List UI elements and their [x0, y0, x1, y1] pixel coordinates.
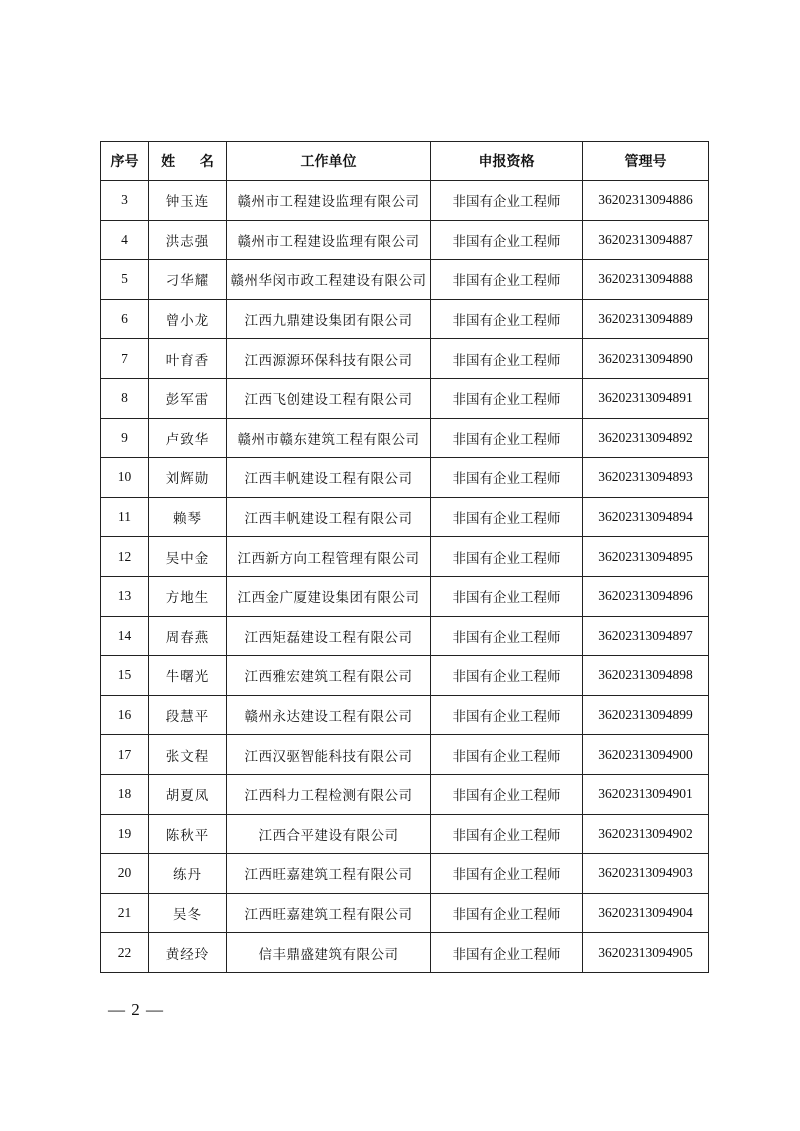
- header-management-number: 管理号: [583, 142, 709, 181]
- qualification-cell: 非国有企业工程师: [431, 418, 583, 458]
- table-row: [101, 378, 709, 418]
- employer-cell: 江西科力工程检测有限公司: [227, 774, 431, 814]
- serial-cell: 15: [101, 656, 149, 696]
- employer-cell: 信丰鼎盛建筑有限公司: [227, 933, 431, 973]
- management-number-cell: 36202313094895: [583, 537, 709, 577]
- name-cell: 吴中金: [149, 537, 227, 577]
- serial-cell: 18: [101, 774, 149, 814]
- management-number-cell: 36202313094904: [583, 893, 709, 933]
- employer-cell: 江西九鼎建设集团有限公司: [227, 299, 431, 339]
- management-number-cell: 36202313094898: [583, 656, 709, 696]
- qualification-cell: 非国有企业工程师: [431, 497, 583, 537]
- table-row: [101, 695, 709, 735]
- management-number-cell: 36202313094892: [583, 418, 709, 458]
- qualification-cell: 非国有企业工程师: [431, 378, 583, 418]
- employer-cell: 赣州市赣东建筑工程有限公司: [227, 418, 431, 458]
- serial-cell: 6: [101, 299, 149, 339]
- header-name: 姓 名: [149, 142, 227, 181]
- name-cell: 曾小龙: [149, 299, 227, 339]
- name-cell: 胡夏凤: [149, 774, 227, 814]
- table-row: [101, 458, 709, 498]
- name-cell: 赖琴: [149, 497, 227, 537]
- page-number: — 2 —: [108, 1000, 164, 1019]
- serial-cell: 7: [101, 339, 149, 379]
- qualification-cell: 非国有企业工程师: [431, 695, 583, 735]
- name-cell: 牛曙光: [149, 656, 227, 696]
- employer-cell: 江西雅宏建筑工程有限公司: [227, 656, 431, 696]
- table-row: [101, 418, 709, 458]
- management-number-cell: 36202313094899: [583, 695, 709, 735]
- employer-cell: 江西飞创建设工程有限公司: [227, 378, 431, 418]
- serial-cell: 11: [101, 497, 149, 537]
- management-number-cell: 36202313094890: [583, 339, 709, 379]
- table-row: [101, 260, 709, 300]
- serial-cell: 21: [101, 893, 149, 933]
- table-row: [101, 893, 709, 933]
- table-row: [101, 735, 709, 775]
- management-number-cell: 36202313094887: [583, 220, 709, 260]
- serial-cell: 19: [101, 814, 149, 854]
- management-number-cell: 36202313094901: [583, 774, 709, 814]
- header-qualification: 申报资格: [431, 142, 583, 181]
- qualification-cell: 非国有企业工程师: [431, 537, 583, 577]
- employer-cell: 赣州永达建设工程有限公司: [227, 695, 431, 735]
- qualification-cell: 非国有企业工程师: [431, 656, 583, 696]
- qualification-cell: 非国有企业工程师: [431, 181, 583, 221]
- management-number-cell: 36202313094894: [583, 497, 709, 537]
- qualification-cell: 非国有企业工程师: [431, 774, 583, 814]
- employer-cell: 赣州华闵市政工程建设有限公司: [227, 260, 431, 300]
- table-row: [101, 299, 709, 339]
- name-cell: 方地生: [149, 576, 227, 616]
- serial-cell: 9: [101, 418, 149, 458]
- employer-cell: 江西矩磊建设工程有限公司: [227, 616, 431, 656]
- employer-cell: 江西丰帆建设工程有限公司: [227, 497, 431, 537]
- table-row: [101, 814, 709, 854]
- employer-cell: 赣州市工程建设监理有限公司: [227, 220, 431, 260]
- serial-cell: 20: [101, 854, 149, 894]
- name-cell: 卢致华: [149, 418, 227, 458]
- name-cell: 洪志强: [149, 220, 227, 260]
- management-number-cell: 36202313094900: [583, 735, 709, 775]
- name-cell: 刘辉勋: [149, 458, 227, 498]
- serial-cell: 3: [101, 181, 149, 221]
- serial-cell: 14: [101, 616, 149, 656]
- name-cell: 练丹: [149, 854, 227, 894]
- management-number-cell: 36202313094905: [583, 933, 709, 973]
- management-number-cell: 36202313094893: [583, 458, 709, 498]
- serial-cell: 22: [101, 933, 149, 973]
- serial-cell: 17: [101, 735, 149, 775]
- table-row: [101, 181, 709, 221]
- management-number-cell: 36202313094889: [583, 299, 709, 339]
- qualification-cell: 非国有企业工程师: [431, 814, 583, 854]
- serial-cell: 8: [101, 378, 149, 418]
- qualification-cell: 非国有企业工程师: [431, 458, 583, 498]
- table-row: [101, 933, 709, 973]
- qualification-cell: 非国有企业工程师: [431, 893, 583, 933]
- management-number-cell: 36202313094896: [583, 576, 709, 616]
- name-cell: 段慧平: [149, 695, 227, 735]
- employer-cell: 江西新方向工程管理有限公司: [227, 537, 431, 577]
- qualification-cell: 非国有企业工程师: [431, 339, 583, 379]
- employer-cell: 江西汉驱智能科技有限公司: [227, 735, 431, 775]
- qualification-cell: 非国有企业工程师: [431, 576, 583, 616]
- name-cell: 彭军雷: [149, 378, 227, 418]
- qualification-cell: 非国有企业工程师: [431, 933, 583, 973]
- name-cell: 刁华耀: [149, 260, 227, 300]
- employer-cell: 江西源源环保科技有限公司: [227, 339, 431, 379]
- name-cell: 叶育香: [149, 339, 227, 379]
- name-cell: 周春燕: [149, 616, 227, 656]
- name-cell: 张文程: [149, 735, 227, 775]
- serial-cell: 5: [101, 260, 149, 300]
- header-serial: 序号: [101, 142, 149, 181]
- name-cell: 钟玉连: [149, 181, 227, 221]
- management-number-cell: 36202313094897: [583, 616, 709, 656]
- table-row: [101, 576, 709, 616]
- employer-cell: 赣州市工程建设监理有限公司: [227, 181, 431, 221]
- table-row: [101, 537, 709, 577]
- management-number-cell: 36202313094888: [583, 260, 709, 300]
- serial-cell: 16: [101, 695, 149, 735]
- header-employer: 工作单位: [227, 142, 431, 181]
- serial-cell: 10: [101, 458, 149, 498]
- qualification-cell: 非国有企业工程师: [431, 735, 583, 775]
- qualification-cell: 非国有企业工程师: [431, 616, 583, 656]
- qualification-cell: 非国有企业工程师: [431, 260, 583, 300]
- name-cell: 吴冬: [149, 893, 227, 933]
- serial-cell: 12: [101, 537, 149, 577]
- employer-cell: 江西旺嘉建筑工程有限公司: [227, 893, 431, 933]
- table-row: [101, 616, 709, 656]
- table-row: [101, 497, 709, 537]
- roster-table: [100, 141, 709, 973]
- qualification-cell: 非国有企业工程师: [431, 220, 583, 260]
- management-number-cell: 36202313094886: [583, 181, 709, 221]
- table-row: [101, 774, 709, 814]
- name-cell: 陈秋平: [149, 814, 227, 854]
- table-row: [101, 339, 709, 379]
- employer-cell: 江西合平建设有限公司: [227, 814, 431, 854]
- qualification-cell: 非国有企业工程师: [431, 854, 583, 894]
- qualification-cell: 非国有企业工程师: [431, 299, 583, 339]
- table-row: [101, 656, 709, 696]
- table-header-row: [101, 142, 709, 181]
- management-number-cell: 36202313094902: [583, 814, 709, 854]
- management-number-cell: 36202313094903: [583, 854, 709, 894]
- table-row: [101, 220, 709, 260]
- serial-cell: 13: [101, 576, 149, 616]
- serial-cell: 4: [101, 220, 149, 260]
- management-number-cell: 36202313094891: [583, 378, 709, 418]
- name-cell: 黄经玲: [149, 933, 227, 973]
- employer-cell: 江西金广厦建设集团有限公司: [227, 576, 431, 616]
- employer-cell: 江西旺嘉建筑工程有限公司: [227, 854, 431, 894]
- employer-cell: 江西丰帆建设工程有限公司: [227, 458, 431, 498]
- table-row: [101, 854, 709, 894]
